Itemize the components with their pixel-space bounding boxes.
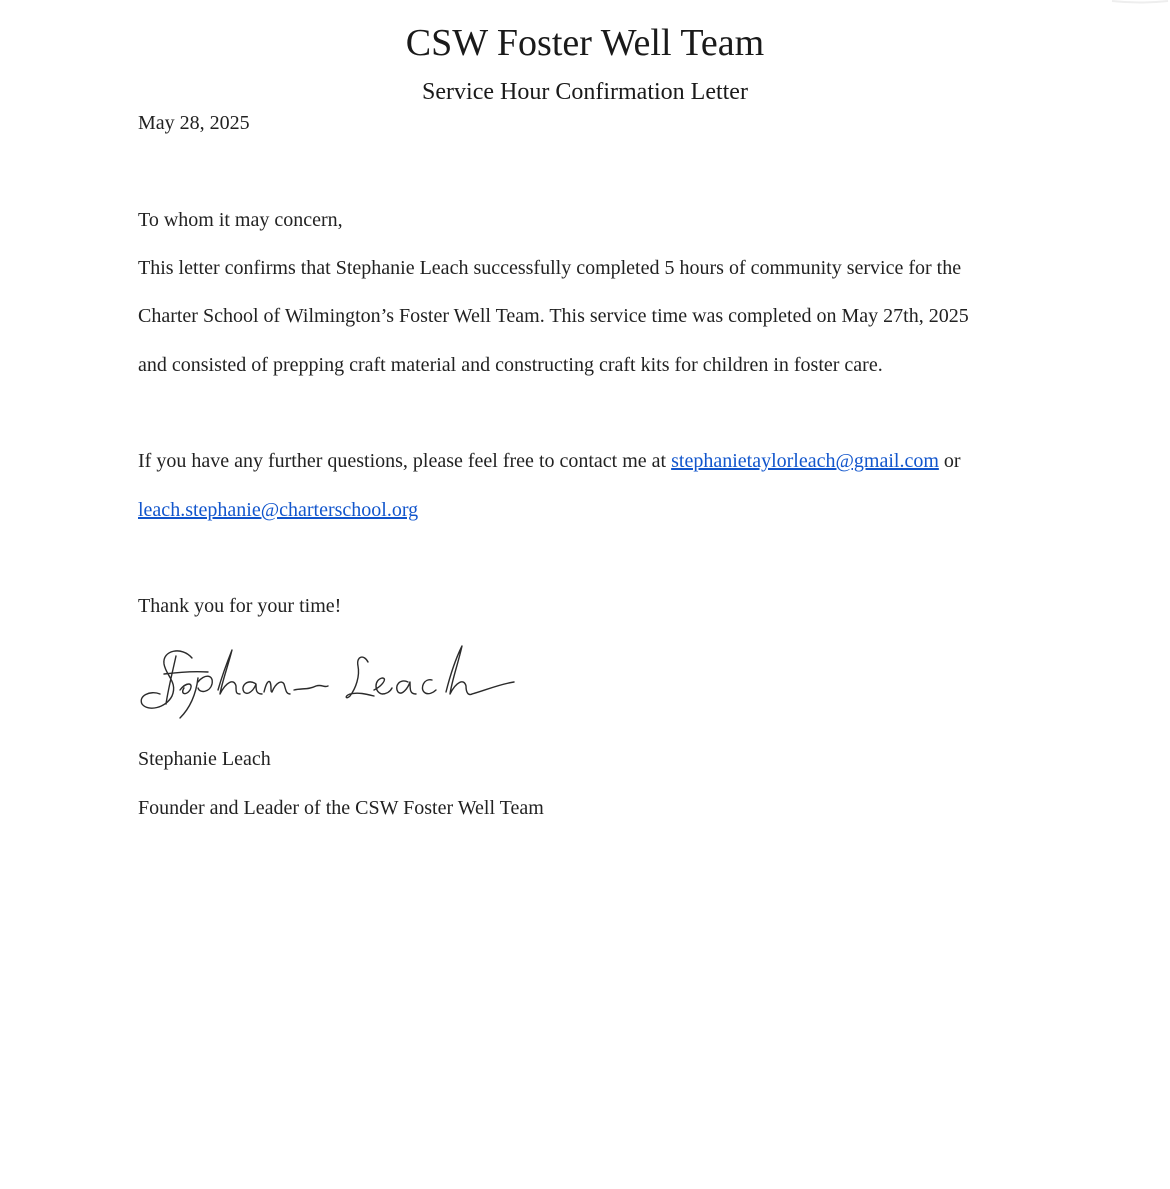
- contact-line: [138, 448, 961, 474]
- email-link-gmail[interactable]: stephanietaylorleach@gmail.com: [671, 450, 939, 472]
- email-link-charterschool[interactable]: leach.stephanie@charterschool.org: [138, 499, 419, 521]
- closing: Thank you for your time!: [138, 595, 342, 617]
- body-line-2: Charter School of Wilmington’s Foster Well Team. This service time was completed on May 27th, 2025: [138, 305, 969, 327]
- body-line-1: This letter confirms that Stephanie Leach successfully completed 5 hours of community service for the: [138, 257, 962, 279]
- signer-title: Founder and Leader of the CSW Foster Well Team: [138, 797, 544, 819]
- letter-title: CSW Foster Well Team: [405, 22, 765, 64]
- contact-prefix: If you have any further questions, please feel free to contact me at: [138, 450, 672, 472]
- letter-date: May 28, 2025: [138, 112, 250, 134]
- letter-subtitle: Service Hour Confirmation Letter: [422, 79, 748, 105]
- contact-joiner: or: [938, 450, 961, 472]
- body-line-3: and consisted of prepping craft material and constructing craft kits for children in foster care.: [138, 354, 883, 376]
- signer-name: Stephanie Leach: [138, 748, 271, 770]
- contact-line-2: [138, 497, 418, 523]
- handwritten-signature: [136, 638, 520, 724]
- salutation: To whom it may concern,: [138, 209, 343, 231]
- scan-edge-shadow: [1110, 0, 1170, 8]
